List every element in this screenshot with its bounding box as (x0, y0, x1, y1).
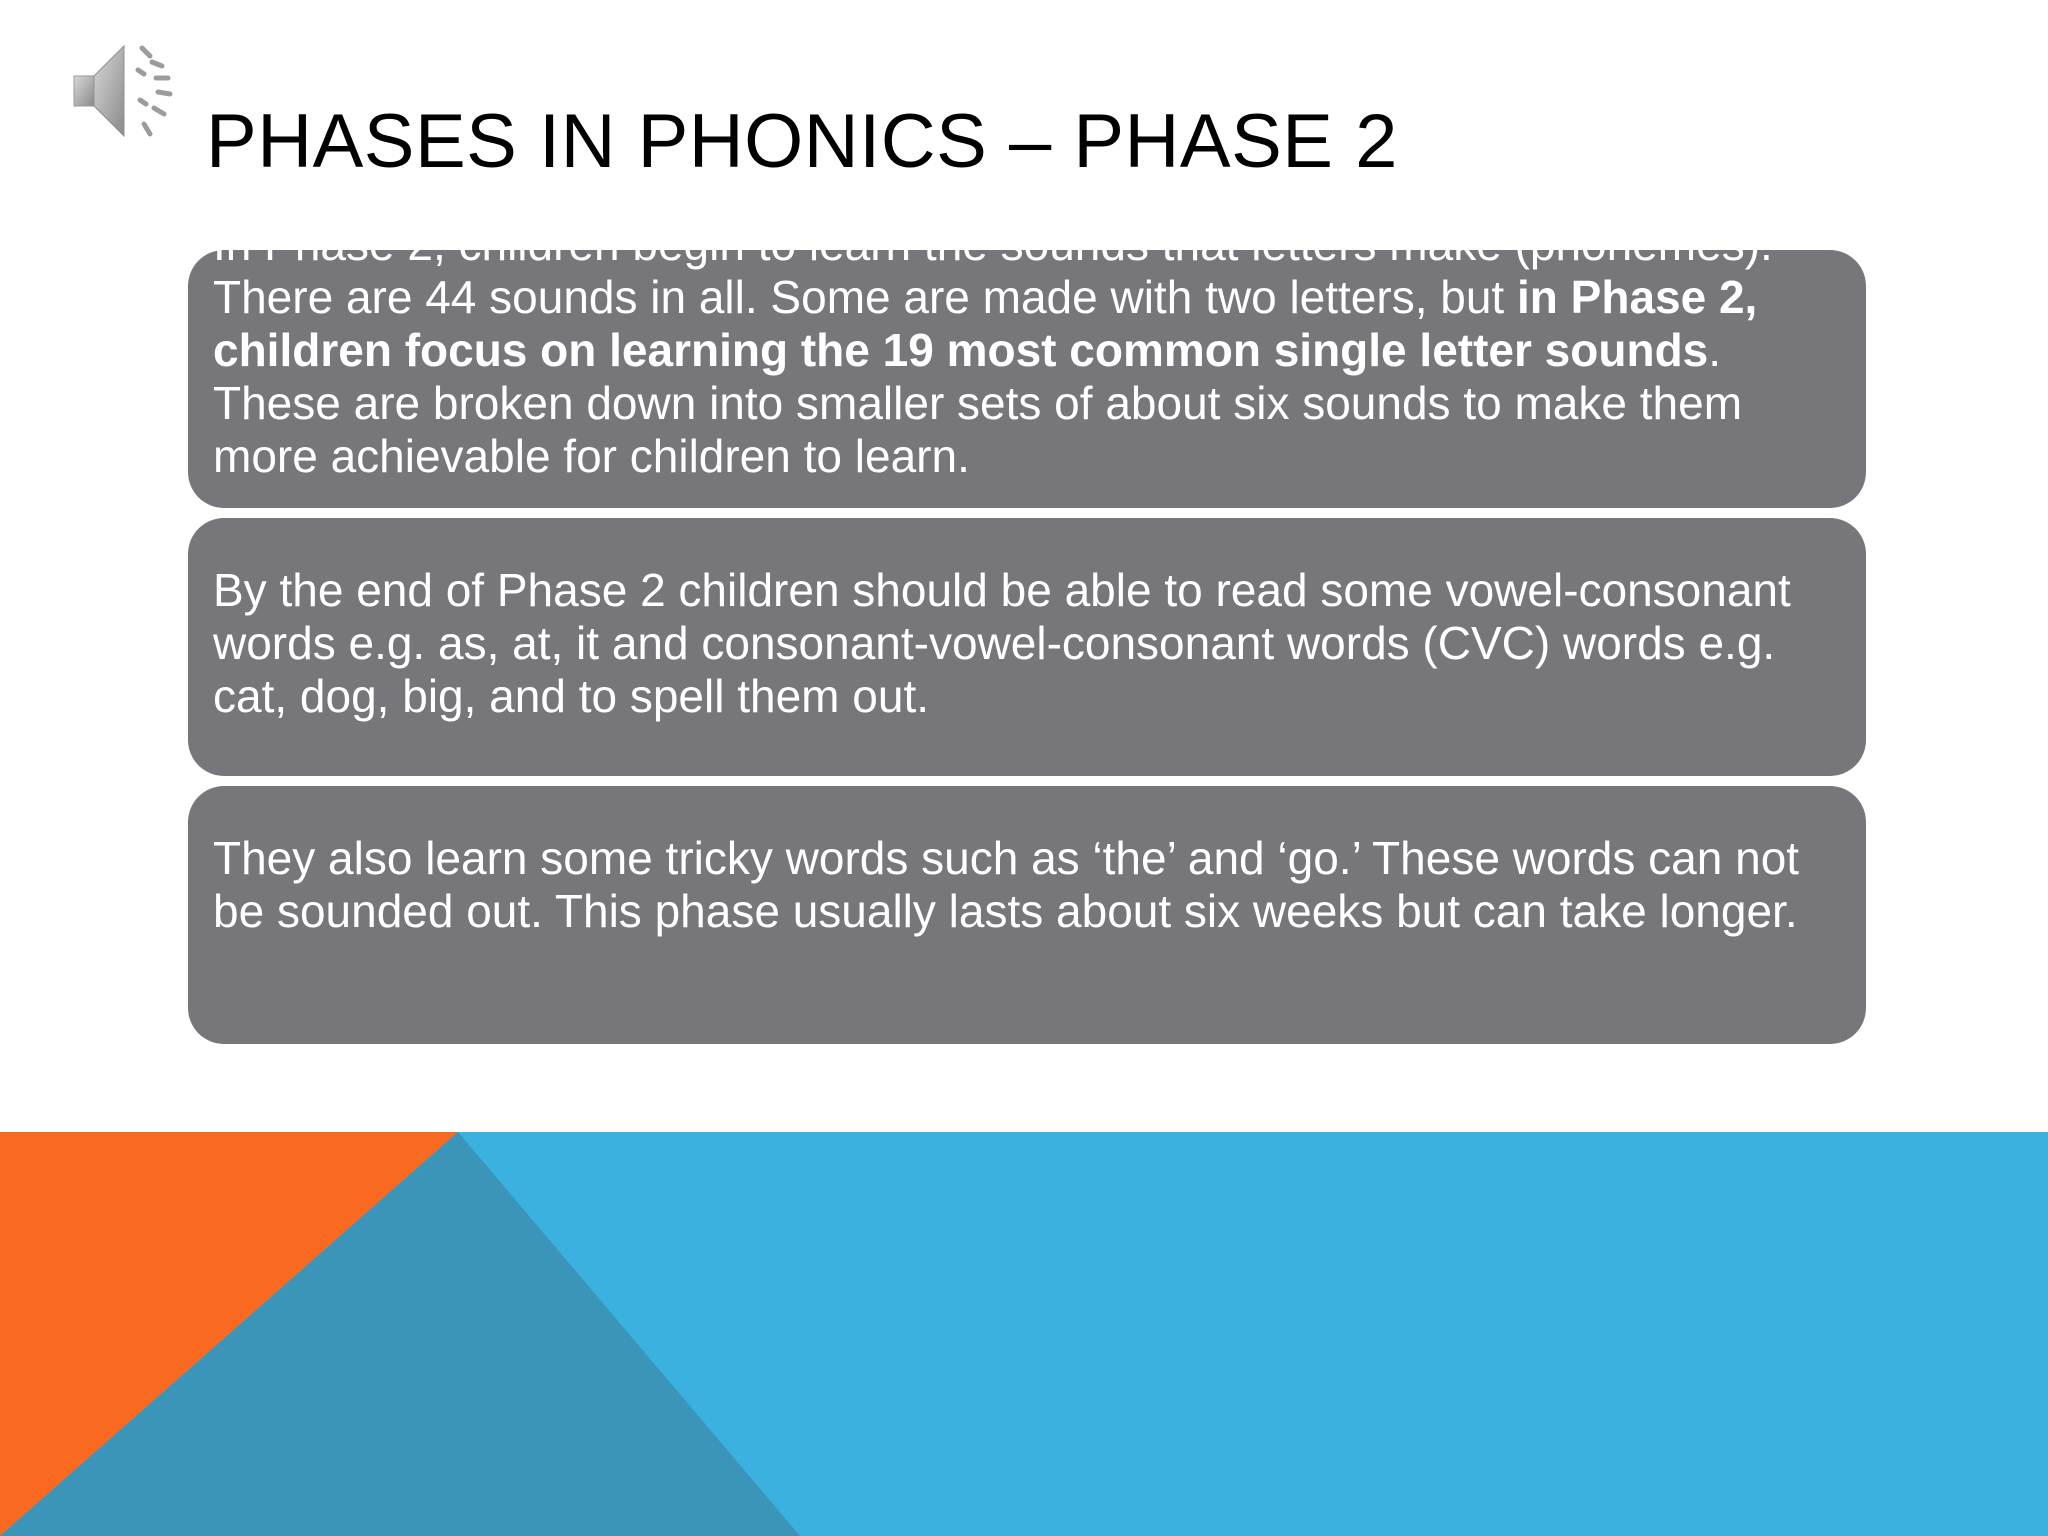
content-box-3-text: They also learn some tricky words such as ‘the’ and ‘go.’ These words can not be sounded out. This phase usually lasts about six weeks but can take longer. (213, 832, 1800, 937)
decorative-footer-shapes (0, 1132, 2048, 1536)
content-box-1-text (213, 218, 1826, 483)
content-box-1-text-end: . These are broken down into smaller sets of about six sounds to make them more achievable for children to learn. (213, 324, 1743, 482)
content-box-1 (188, 218, 1866, 508)
content-box-3 (188, 786, 1866, 1044)
content-box-2-text: By the end of Phase 2 children should be able to read some vowel-consonant words e.g. as, at, it and consonant-vowel-consonant words (CVC) words e.g. cat, dog, big, and to spell them out. (213, 564, 1791, 722)
speaker-icon[interactable] (70, 38, 182, 142)
content-box-1-text-bold: in Phase 2, children focus on learning the 19 most common single letter sounds (213, 271, 1758, 376)
page-title: PHASES IN PHONICS – PHASE 2 (206, 99, 1398, 184)
content-box-1-text-intro: In Phase 2, children begin to learn the sounds that letters make (phonemes). There are 44 sounds in all. Some are made with two letters, but (213, 218, 1773, 323)
content-box-2 (188, 518, 1866, 776)
